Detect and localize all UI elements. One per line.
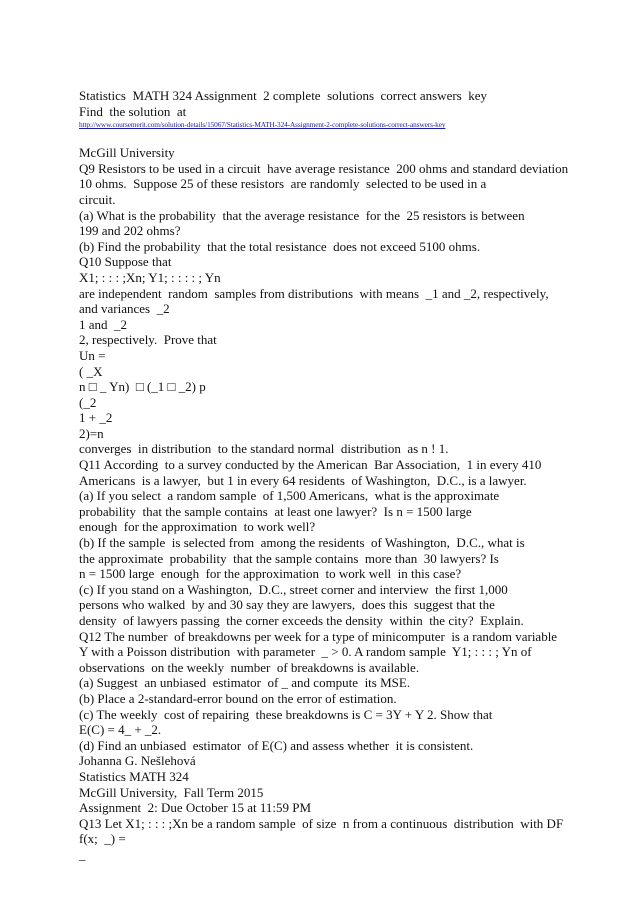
body-line: Assignment 2: Due October 15 at 11:59 PM: [79, 800, 312, 816]
body-line: X1; : : : ;Xn; Y1; : : : : ; Yn: [79, 269, 221, 285]
body-line: (d) Find an unbiased estimator of E(C) and assess whether it is consistent.: [79, 737, 474, 753]
document-text: [79, 88, 619, 863]
body-line: and variances _2: [79, 301, 170, 317]
body-line: 10 ohms. Suppose 25 of these resistors are randomly selected to be used in a: [79, 176, 487, 192]
find-solution-line: Find the solution at: [79, 103, 187, 119]
body-line: 1 and _2: [79, 316, 128, 332]
body-line: Q9 Resistors to be used in a circuit have average resistance 200 ohms and standard deviation: [79, 160, 569, 176]
doc-title: Statistics MATH 324 Assignment 2 complete solutions correct answers key: [79, 88, 488, 103]
body-line: (a) What is the probability that the average resistance for the 25 resistors is between: [79, 207, 525, 223]
body-line: _: [79, 846, 86, 862]
body-line: Q12 The number of breakdowns per week for a type of minicomputer is a random variable: [79, 628, 558, 644]
body-line: are independent random samples from distributions with means _1 and _2, respectively,: [79, 285, 549, 301]
body-line: Un =: [79, 347, 106, 363]
body-line: Q13 Let X1; : : : ;Xn be a random sample of size n from a continuous distribution with DF: [79, 815, 564, 831]
body-line: ( _X: [79, 363, 103, 379]
body-line: 2)=n: [79, 425, 104, 441]
body-line: McGill University, Fall Term 2015: [79, 784, 264, 800]
body-line: f(x; _) =: [79, 831, 126, 847]
body-line: Statistics MATH 324: [79, 768, 189, 784]
body-line: E(C) = 4_ + _2.: [79, 722, 162, 738]
document-body: [79, 145, 619, 862]
body-line: (a) If you select a random sample of 1,500 Americans, what is the approximate: [79, 488, 500, 504]
body-line: density of lawyers passing the corner exceeds the density within the city? Explain.: [79, 613, 524, 628]
body-line: (c) The weekly cost of repairing these breakdowns is C = 3Y + Y 2. Show that: [79, 706, 493, 722]
body-line: converges in distribution to the standard normal distribution as n ! 1.: [79, 441, 449, 457]
body-line: (b) Find the probability that the total resistance does not exceed 5100 ohms.: [79, 238, 481, 254]
body-line: 199 and 202 ohms?: [79, 223, 181, 239]
body-line: (c) If you stand on a Washington, D.C., street corner and interview the first 1,000: [79, 581, 508, 597]
body-line: 2, respectively. Prove that: [79, 332, 217, 348]
body-line: (_2: [79, 394, 97, 410]
body-line: (b) Place a 2-standard-error bound on the error of estimation.: [79, 690, 397, 706]
body-line: persons who walked by and 30 say they are lawyers, does this suggest that the: [79, 597, 495, 613]
body-line: Johanna G. Nešlehová: [79, 753, 196, 769]
body-line: (a) Suggest an unbiased estimator of _ and compute its MSE.: [79, 675, 411, 691]
body-line: n = 1500 large enough for the approximation to work well in this case?: [79, 566, 462, 582]
spacer: [79, 131, 619, 145]
body-line: (b) If the sample is selected from among the residents of Washington, D.C., what is: [79, 535, 525, 551]
body-line: 1 + _2: [79, 410, 113, 426]
body-line: probability that the sample contains at least one lawyer? Is n = 1500 large: [79, 503, 472, 519]
body-line: n □ _ Yn) □ (_1 □ _2) p: [79, 379, 206, 395]
body-line: Q10 Suppose that: [79, 254, 172, 270]
body-line: the approximate probability that the sample contains more than 30 lawyers? Is: [79, 550, 499, 566]
body-line: enough for the approximation to work well?: [79, 519, 316, 535]
body-line: observations on the weekly number of breakdowns is available.: [79, 659, 420, 675]
body-line: Americans is a lawyer, but 1 in every 64 residents of Washington, D.C., is a lawyer.: [79, 472, 527, 488]
body-line: Y with a Poisson distribution with parameter _ > 0. A random sample Y1; : : : ; Yn of: [79, 644, 532, 660]
body-line: Q11 According to a survey conducted by the American Bar Association, 1 in every 410: [79, 457, 542, 473]
body-line: McGill University: [79, 145, 175, 161]
body-line: circuit.: [79, 191, 116, 207]
solution-link[interactable]: http://www.coursemerit.com/solution-details/15067/Statistics-MATH-324-Assignment-2-complete-solutions-correct-answers-key: [79, 120, 446, 130]
